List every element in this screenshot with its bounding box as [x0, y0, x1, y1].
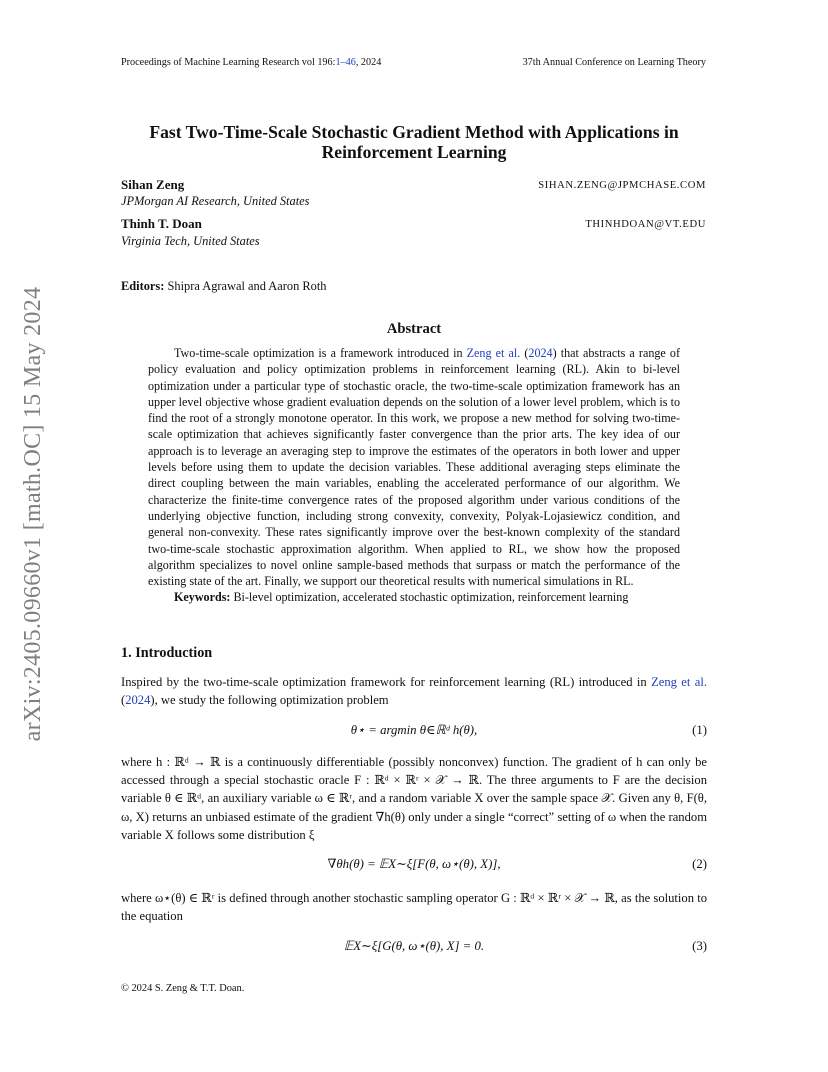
author-email: THINHDOAN@VT.EDU — [585, 219, 706, 230]
citation-link[interactable]: Zeng et al. — [466, 346, 521, 360]
citation-year-link[interactable]: 2024 — [528, 346, 553, 360]
author-email: SIHAN.ZENG@JPMCHASE.COM — [538, 180, 706, 191]
author-name: Sihan Zeng — [121, 177, 185, 192]
equation-number: (2) — [692, 857, 707, 871]
paper-title: Fast Two-Time-Scale Stochastic Gradient Method with Applications in Reinforcement Learning — [149, 122, 679, 162]
section-heading: 1. Introduction — [121, 645, 213, 661]
equation-number: (3) — [692, 939, 707, 953]
citation-link[interactable]: Zeng et al. — [651, 675, 707, 689]
keywords: Keywords: Bi-level optimization, accelerated stochastic optimization, reinforcement learning — [174, 590, 629, 605]
intro-paragraph-2: where h : ℝᵈ → ℝ is a continuously differentiable (possibly nonconvex) function. The gradient of h can only be accessed through a special stochastic oracle F : ℝᵈ × ℝʳ × 𝒳 → ℝ. The three arguments to F are the decision variable θ ∈ ℝᵈ, an auxiliary variable ω ∈ ℝʳ, and a random variable X over the sample space 𝒳. Given any θ, F(θ, ω, X) returns an unbiased estimate of the gradient ∇h(θ) only under a single “correct” setting of ω when the random variable X follows some distribution ξ — [121, 755, 707, 842]
running-header-right: 37th Annual Conference on Learning Theory — [522, 57, 706, 68]
equation-number: (1) — [692, 723, 707, 737]
pages-link[interactable]: 1–46 — [335, 57, 356, 68]
citation-year-link[interactable]: 2024 — [125, 693, 151, 708]
copyright-footer: © 2024 S. Zeng & T.T. Doan. — [121, 983, 245, 994]
running-header-left: Proceedings of Machine Learning Research vol 196:1–46, 2024 — [121, 57, 382, 68]
author-affiliation: Virginia Tech, United States — [121, 234, 260, 248]
abstract-paragraph: Two-time-scale optimization is a framework introduced in Zeng et al. (2024) that abstracts a range of policy evaluation and policy optimization problems in reinforcement learning (RL). Akin to bi-level optimization under a particular type of stochastic oracle, the two-time-scale optimization framework has an upper level objective whose gradient evaluation depends on the solution of a lower level problem, which is to find the root of a strongly monotone operator. In this work, we propose a new method for solving two-time-scale optimization that achieves significantly faster convergence than the prior arts. The key idea of our approach is to leverage an averaging step to improve the estimates of the operators in both lower and upper levels before using them to update the decision variables. These additional averaging steps eliminate the direct coupling between the main variables, enabling the accelerated performance of our algorithm. We characterize the finite-time convergence rates of the proposed algorithm under various conditions of the underlying objective function, including strong convexity, convexity, Polyak-Lojasiewicz condition, and general non-convexity. These rates significantly improve over the best-known complexity of the standard two-time-scale stochastic approximation algorithm. When applied to RL, we show how the proposed algorithm specializes to novel online sample-based methods that surpass or match the performance of the existing state of the art. Finally, we support our theoretical results with numerical simulations in RL. — [148, 346, 680, 589]
author-name: Thinh T. Doan — [121, 216, 202, 231]
author-affiliation: JPMorgan AI Research, United States — [121, 194, 310, 208]
abstract-body — [148, 345, 680, 606]
intro-paragraph-1: Inspired by the two-time-scale optimization framework for reinforcement learning (RL) introduced in Zeng et al. (2024), we study the following optimization problem — [121, 675, 707, 708]
abstract-heading: Abstract — [386, 321, 442, 337]
editors-line: Editors: Shipra Agrawal and Aaron Roth — [121, 279, 327, 293]
arxiv-identifier: arXiv:2405.09660v1 [math.OC] 15 May 2024 — [20, 286, 46, 742]
intro-paragraph-3: where ω⋆(θ) ∈ ℝʳ is defined through another stochastic sampling operator G : ℝᵈ × ℝʳ × 𝒳 → ℝ, as the solution to the equation — [121, 891, 707, 924]
